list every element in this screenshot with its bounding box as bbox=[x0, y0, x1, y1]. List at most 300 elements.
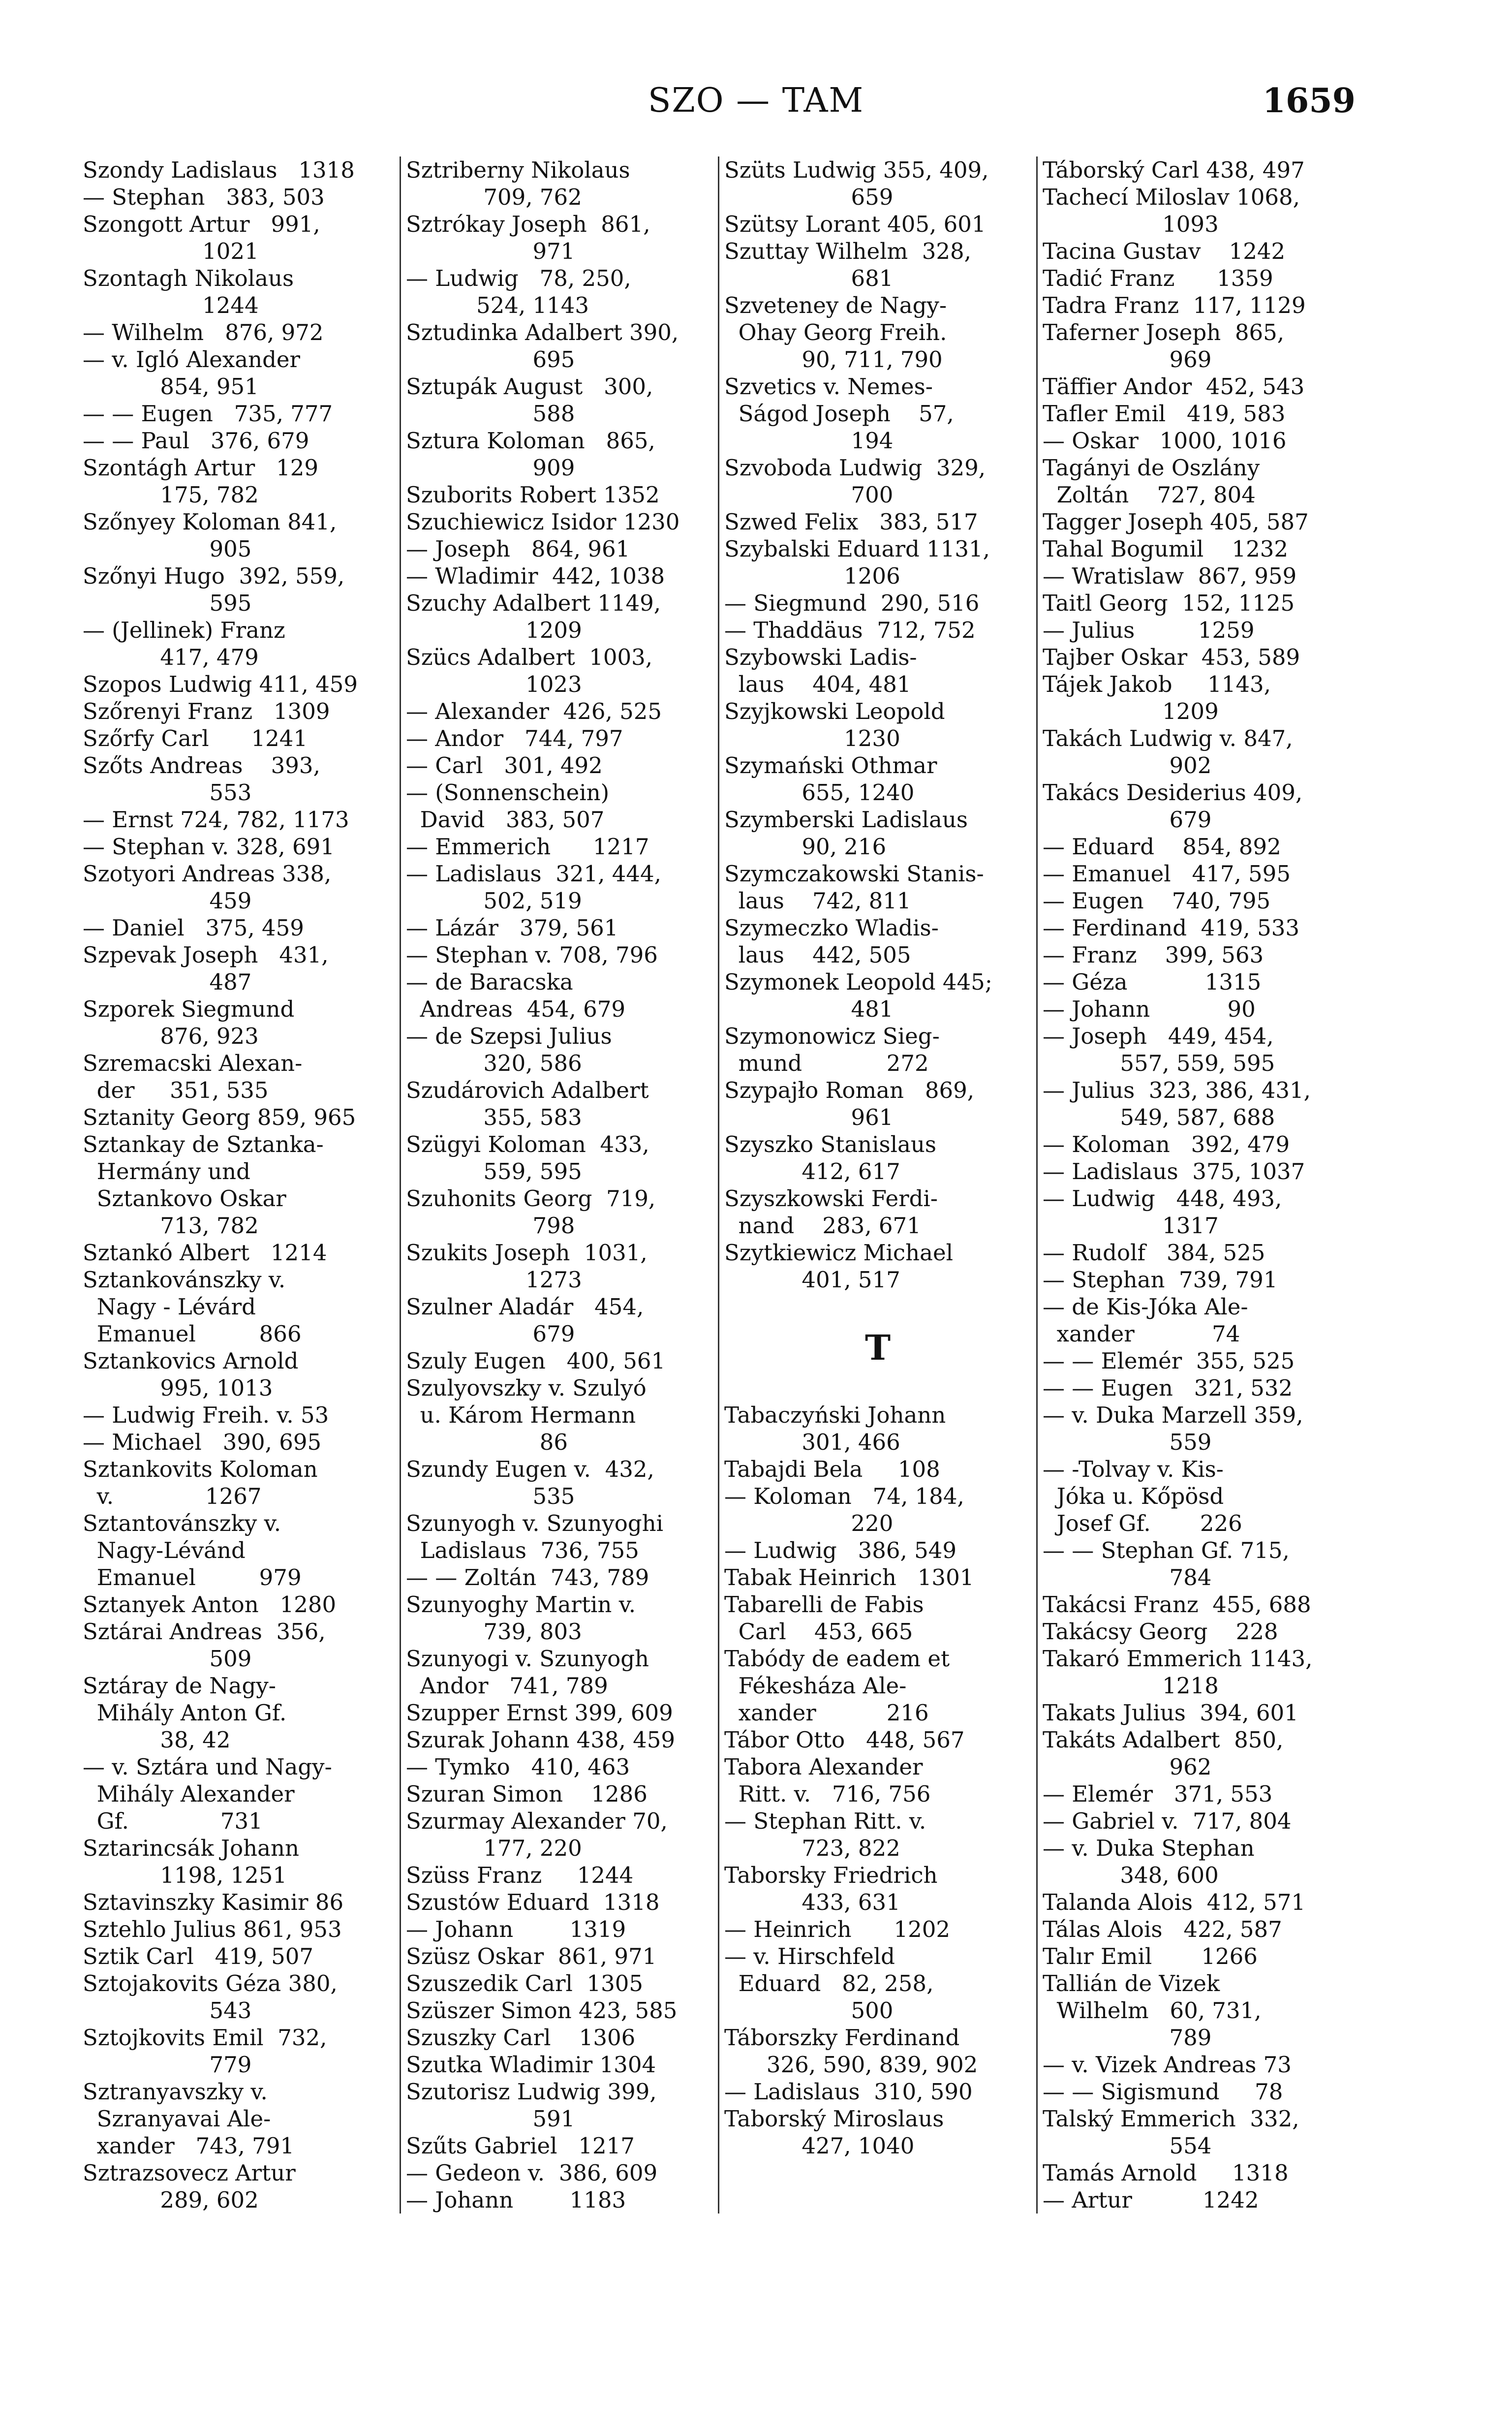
directory-entry-line: — Ferdinand 419, 533 bbox=[1043, 915, 1300, 941]
directory-entry-line: Szporek Siegmund bbox=[83, 996, 295, 1022]
directory-entry-line: Szunyoghy Martin v. bbox=[406, 1591, 636, 1618]
directory-entry-line: 549, 587, 688 bbox=[1043, 1104, 1275, 1130]
directory-entry-line: — Koloman 74, 184, bbox=[724, 1483, 964, 1509]
directory-entry-line: 90, 216 bbox=[724, 834, 887, 860]
directory-entry-line: 502, 519 bbox=[406, 888, 582, 914]
directory-entry-line: — Emanuel 417, 595 bbox=[1043, 861, 1291, 887]
directory-entry-line: Szőrfy Carl 1241 bbox=[83, 725, 308, 751]
directory-entry-line: Szymeczko Wladis- bbox=[724, 915, 939, 941]
directory-entry-line: 739, 803 bbox=[406, 1619, 582, 1645]
directory-entry-line: — — Elemér 355, 525 bbox=[1043, 1348, 1295, 1374]
directory-entry-line: Sztankovics Arnold bbox=[83, 1348, 299, 1374]
directory-entry-line: — Gedeon v. 386, 609 bbox=[406, 2160, 658, 2186]
directory-entry-line: Szücs Adalbert 1003, bbox=[406, 644, 653, 670]
section-letter: T bbox=[864, 1327, 891, 1368]
directory-entry-line: — Ludwig 448, 493, bbox=[1043, 1185, 1282, 1212]
directory-entry-line: 553 bbox=[83, 779, 252, 806]
directory-entry-line: — Koloman 392, 479 bbox=[1043, 1131, 1290, 1157]
directory-entry-line: — — Stephan Gf. 715, bbox=[1043, 1537, 1290, 1563]
directory-entry-line: — Johann 1183 bbox=[406, 2187, 626, 2213]
directory-entry-line: Josef Gf. 226 bbox=[1043, 1510, 1242, 1536]
directory-entry-line: Szveteney de Nagy- bbox=[724, 292, 947, 318]
directory-entry-line: Sztankovits Koloman bbox=[83, 1456, 318, 1482]
directory-entry-line: Szuchiewicz Isidor 1230 bbox=[406, 509, 680, 535]
directory-entry-line: Szutka Wladimir 1304 bbox=[406, 2052, 656, 2078]
directory-entry-line: Sztáray de Nagy- bbox=[83, 1673, 276, 1699]
directory-entry-line: Hermány und bbox=[83, 1158, 250, 1185]
directory-entry-line: Szvoboda Ludwig 329, bbox=[724, 455, 986, 481]
directory-entry-line: — v. Vizek Andreas 73 bbox=[1043, 2052, 1292, 2078]
directory-entry-line: 1093 bbox=[1043, 211, 1219, 237]
directory-entry-line: Taferner Joseph 865, bbox=[1043, 319, 1285, 345]
directory-entry-line: Szőts Andreas 393, bbox=[83, 752, 320, 779]
directory-entry-line: Sztojkovits Emil 732, bbox=[83, 2025, 327, 2051]
directory-entry-line: 798 bbox=[406, 1213, 575, 1239]
directory-entry-line: Ladislaus 736, 755 bbox=[406, 1537, 639, 1563]
directory-entry-line: Szvetics v. Nemes- bbox=[724, 374, 933, 400]
directory-entry-line: Mihály Alexander bbox=[83, 1781, 295, 1807]
directory-entry-line: Tabaczyński Johann bbox=[724, 1402, 946, 1428]
directory-entry-line: Szuszky Carl 1306 bbox=[406, 2025, 636, 2051]
directory-entry-line: Szongott Artur 991, bbox=[83, 211, 320, 237]
directory-entry-line: 700 bbox=[724, 482, 894, 508]
directory-entry-line: Szundy Eugen v. 432, bbox=[406, 1456, 654, 1482]
directory-entry-line: 713, 782 bbox=[83, 1213, 259, 1239]
directory-entry-line: — Julius 1259 bbox=[1043, 617, 1255, 643]
directory-entry-line: Sztriberny Nikolaus bbox=[406, 157, 630, 183]
directory-entry-line: Szybalski Eduard 1131, bbox=[724, 536, 990, 562]
directory-entry-line: Tájek Jakob 1143, bbox=[1043, 671, 1271, 697]
directory-entry-line: Tagger Joseph 405, 587 bbox=[1043, 509, 1309, 535]
directory-entry-line: — Stephan Ritt. v. bbox=[724, 1808, 926, 1834]
directory-entry-line: Szytkiewicz Michael bbox=[724, 1240, 953, 1266]
directory-entry-line: Sztanity Georg 859, 965 bbox=[83, 1104, 356, 1130]
directory-entry-line: 301, 466 bbox=[724, 1429, 900, 1455]
directory-entry-line: — v. Duka Marzell 359, bbox=[1043, 1402, 1303, 1428]
directory-entry-line: Szunyogh v. Szunyoghi bbox=[406, 1510, 663, 1536]
directory-entry-line: Szüts Ludwig 355, 409, bbox=[724, 157, 989, 183]
directory-entry-line: Szurak Johann 438, 459 bbox=[406, 1727, 676, 1753]
directory-entry-line: Taitl Georg 152, 1125 bbox=[1043, 590, 1295, 616]
directory-entry-line: 789 bbox=[1043, 2025, 1212, 2051]
directory-entry-line: 535 bbox=[406, 1483, 575, 1509]
directory-entry-line: Szypajło Roman 869, bbox=[724, 1077, 975, 1103]
directory-entry-line: 969 bbox=[1043, 346, 1212, 373]
directory-entry-line: Sztanyek Anton 1280 bbox=[83, 1591, 337, 1618]
directory-entry-line: Sztankó Albert 1214 bbox=[83, 1240, 327, 1266]
directory-entry-line: Takaró Emmerich 1143, bbox=[1043, 1646, 1313, 1672]
directory-entry-line: Tallián de Vizek bbox=[1043, 1970, 1220, 1996]
directory-entry-line: 971 bbox=[406, 238, 575, 264]
directory-entry-line: — Elemér 371, 553 bbox=[1043, 1781, 1273, 1807]
directory-entry-line: 961 bbox=[724, 1104, 894, 1130]
directory-entry-line: — Lázár 379, 561 bbox=[406, 915, 618, 941]
directory-entry-line: Sztárai Andreas 356, bbox=[83, 1619, 326, 1645]
directory-entry-line: 876, 923 bbox=[83, 1023, 259, 1049]
directory-entry-line: laus 442, 505 bbox=[724, 942, 911, 968]
directory-entry-line: Szűts Gabriel 1217 bbox=[406, 2133, 635, 2159]
directory-entry-line: 86 bbox=[406, 1429, 568, 1455]
directory-entry-line: 784 bbox=[1043, 1564, 1212, 1590]
directory-entry-line: Szüszer Simon 423, 585 bbox=[406, 1997, 678, 2024]
directory-entry-line: laus 404, 481 bbox=[724, 671, 911, 697]
directory-entry-line: Szuszedik Carl 1305 bbox=[406, 1970, 644, 1996]
directory-entry-line: 1023 bbox=[406, 671, 582, 697]
directory-entry-line: — Julius 323, 386, 431, bbox=[1043, 1077, 1311, 1103]
directory-entry-line: Mihály Anton Gf. bbox=[83, 1700, 287, 1726]
directory-entry-line: Takáts Adalbert 850, bbox=[1043, 1727, 1284, 1753]
directory-entry-line: Szulner Aladár 454, bbox=[406, 1294, 644, 1320]
directory-entry-line: Talanda Alois 412, 571 bbox=[1043, 1889, 1305, 1915]
directory-entry-line: Szontagh Nikolaus bbox=[83, 265, 294, 291]
directory-entry-line: Szukits Joseph 1031, bbox=[406, 1240, 648, 1266]
directory-entry-line: — Daniel 375, 459 bbox=[83, 915, 304, 941]
directory-entry-line: Fékesháza Ale- bbox=[724, 1673, 907, 1699]
directory-columns bbox=[83, 156, 1357, 2214]
directory-entry-line: — (Jellinek) Franz bbox=[83, 617, 285, 643]
directory-entry-line: 177, 220 bbox=[406, 1835, 582, 1861]
directory-entry-line: Szurmay Alexander 70, bbox=[406, 1808, 668, 1834]
directory-entry-line: Tabajdi Bela 108 bbox=[724, 1456, 940, 1482]
directory-entry-line: — Wladimir 442, 1038 bbox=[406, 563, 665, 589]
directory-entry-line: Sztrazsovecz Artur bbox=[83, 2160, 296, 2186]
directory-entry-line: — Thaddäus 712, 752 bbox=[724, 617, 976, 643]
column-1 bbox=[83, 156, 401, 2214]
directory-entry-line: — Géza 1315 bbox=[1043, 969, 1262, 995]
directory-entry-line: Taborský Miroslaus bbox=[724, 2106, 944, 2132]
directory-entry-line: 902 bbox=[1043, 752, 1212, 779]
directory-entry-line: Ságod Joseph 57, bbox=[724, 401, 954, 427]
directory-entry-line: Takats Julius 394, 601 bbox=[1043, 1700, 1298, 1726]
directory-entry-line: — Ladislaus 321, 444, bbox=[406, 861, 661, 887]
directory-entry-line: Szulyovszky v. Szulyó bbox=[406, 1375, 647, 1401]
directory-entry-line: Tagányi de Oszlány bbox=[1043, 455, 1260, 481]
directory-entry-line: Takács Desiderius 409, bbox=[1043, 779, 1303, 806]
directory-entry-line: Szremacski Alexan- bbox=[83, 1050, 303, 1076]
directory-entry-line: 1244 bbox=[83, 292, 259, 318]
directory-entry-line: Talský Emmerich 332, bbox=[1043, 2106, 1299, 2132]
directory-entry-line: Szügyi Koloman 433, bbox=[406, 1131, 649, 1157]
directory-entry-line: 320, 586 bbox=[406, 1050, 582, 1076]
directory-entry-line: Szunyogi v. Szunyogh bbox=[406, 1646, 649, 1672]
directory-entry-line: Sztrókay Joseph 861, bbox=[406, 211, 650, 237]
directory-entry-line: 1218 bbox=[1043, 1673, 1219, 1699]
directory-entry-line: 401, 517 bbox=[724, 1267, 900, 1293]
page-title: SZO — TAM bbox=[648, 81, 864, 120]
directory-entry-line: Szütsy Lorant 405, 601 bbox=[724, 211, 986, 237]
directory-entry-line: — Wilhelm 876, 972 bbox=[83, 319, 324, 345]
directory-entry-line: — Andor 744, 797 bbox=[406, 725, 623, 751]
directory-entry-line: Szutorisz Ludwig 399, bbox=[406, 2079, 657, 2105]
directory-entry-line: Sztura Koloman 865, bbox=[406, 428, 655, 454]
directory-entry-line: mund 272 bbox=[724, 1050, 929, 1076]
directory-entry-line: Eduard 82, 258, bbox=[724, 1970, 934, 1996]
directory-entry-line: Ohay Georg Freih. bbox=[724, 319, 947, 345]
directory-entry-line: — Stephan 739, 791 bbox=[1043, 1267, 1278, 1293]
directory-entry-line: 1230 bbox=[724, 725, 900, 751]
directory-entry-line: Täffier Andor 452, 543 bbox=[1043, 374, 1305, 400]
directory-entry-line: 355, 583 bbox=[406, 1104, 582, 1130]
directory-entry-line: xander 216 bbox=[724, 1700, 929, 1726]
directory-entry-line: Sztojakovits Géza 380, bbox=[83, 1970, 338, 1996]
directory-entry-line: 543 bbox=[83, 1997, 252, 2024]
directory-entry-line: — Stephan 383, 503 bbox=[83, 184, 325, 210]
directory-entry-line: nand 283, 671 bbox=[724, 1213, 921, 1239]
directory-entry-line: — Emmerich 1217 bbox=[406, 834, 649, 860]
directory-entry-line: 723, 822 bbox=[724, 1835, 900, 1861]
directory-entry-line: — Artur 1242 bbox=[1043, 2187, 1259, 2213]
directory-entry-line: 559 bbox=[1043, 1429, 1212, 1455]
directory-entry-line: Szuchy Adalbert 1149, bbox=[406, 590, 661, 616]
directory-entry-line: Táborský Carl 438, 497 bbox=[1043, 157, 1305, 183]
directory-entry-line: Szőnyi Hugo 392, 559, bbox=[83, 563, 345, 589]
directory-entry-line: Szustów Eduard 1318 bbox=[406, 1889, 660, 1915]
directory-entry-line: Takácsy Georg 228 bbox=[1043, 1619, 1278, 1645]
directory-entry-line: — Stephan v. 708, 796 bbox=[406, 942, 658, 968]
directory-entry-line: Talır Emil 1266 bbox=[1043, 1943, 1258, 1969]
directory-entry-line: 559, 595 bbox=[406, 1158, 582, 1185]
directory-entry-line: Szondy Ladislaus 1318 bbox=[83, 157, 355, 183]
directory-entry-line: — Ladislaus 375, 1037 bbox=[1043, 1158, 1305, 1185]
directory-entry-line: Sztehlo Julius 861, 953 bbox=[83, 1916, 342, 1942]
directory-entry-line: Szuttay Wilhelm 328, bbox=[724, 238, 971, 264]
directory-entry-line: Sztankay de Sztanka- bbox=[83, 1131, 324, 1157]
directory-entry-line: Wilhelm 60, 731, bbox=[1043, 1997, 1262, 2024]
directory-entry-line: 487 bbox=[83, 969, 252, 995]
directory-entry-line: — — Sigismund 78 bbox=[1043, 2079, 1283, 2105]
directory-entry-line: — (Sonnenschein) bbox=[406, 779, 610, 806]
directory-entry-line: — v. Sztára und Nagy- bbox=[83, 1754, 332, 1780]
directory-entry-line: Tabódy de eadem et bbox=[724, 1646, 950, 1672]
directory-entry-line: Sztavinszky Kasimir 86 bbox=[83, 1889, 344, 1915]
directory-entry-line: xander 743, 791 bbox=[83, 2133, 295, 2159]
directory-entry-line: Andreas 454, 679 bbox=[406, 996, 625, 1022]
directory-entry-line: 524, 1143 bbox=[406, 292, 589, 318]
directory-entry-line: Szranyavai Ale- bbox=[83, 2106, 271, 2132]
directory-entry-line: — — Eugen 321, 532 bbox=[1043, 1375, 1293, 1401]
directory-entry-line: Sztankovo Oskar bbox=[83, 1185, 286, 1212]
directory-entry-line: Emanuel 979 bbox=[83, 1564, 302, 1590]
directory-entry-line: — Stephan v. 328, 691 bbox=[83, 834, 335, 860]
directory-entry-line: 659 bbox=[724, 184, 894, 210]
directory-entry-line: David 383, 507 bbox=[406, 807, 605, 833]
directory-entry-line: — Eduard 854, 892 bbox=[1043, 834, 1281, 860]
directory-entry-line: 459 bbox=[83, 888, 252, 914]
directory-entry-line: — Siegmund 290, 516 bbox=[724, 590, 980, 616]
directory-entry-line: 433, 631 bbox=[724, 1889, 900, 1915]
directory-entry-line: laus 742, 811 bbox=[724, 888, 911, 914]
directory-entry-line: 326, 590, 839, 902 bbox=[724, 2052, 978, 2078]
directory-entry-line: Nagy - Lévárd bbox=[83, 1294, 256, 1320]
directory-entry-line: Szupper Ernst 399, 609 bbox=[406, 1700, 673, 1726]
directory-entry-line: Sztupák August 300, bbox=[406, 374, 653, 400]
directory-entry-line: — — Zoltán 743, 789 bbox=[406, 1564, 649, 1590]
directory-entry-line: — Heinrich 1202 bbox=[724, 1916, 950, 1942]
directory-entry-line: 38, 42 bbox=[83, 1727, 231, 1753]
column-4 bbox=[1038, 156, 1356, 2214]
directory-entry-line: Szüss Franz 1244 bbox=[406, 1862, 634, 1888]
directory-entry-line: — v. Hirschfeld bbox=[724, 1943, 895, 1969]
directory-entry-line: Zoltán 727, 804 bbox=[1043, 482, 1256, 508]
column-3 bbox=[719, 156, 1038, 2214]
directory-entry-line: 588 bbox=[406, 401, 575, 427]
directory-entry-line: — Ladislaus 310, 590 bbox=[724, 2079, 973, 2105]
directory-entry-line: 194 bbox=[724, 428, 894, 454]
directory-entry-line: xander 74 bbox=[1043, 1321, 1240, 1347]
directory-entry-line: 681 bbox=[724, 265, 894, 291]
directory-entry-line: 591 bbox=[406, 2106, 575, 2132]
directory-entry-line: — Tymko 410, 463 bbox=[406, 1754, 630, 1780]
directory-entry-line: — — Eugen 735, 777 bbox=[83, 401, 333, 427]
directory-entry-line: Szymańskі Othmar bbox=[724, 752, 937, 779]
directory-entry-line: v. 1267 bbox=[83, 1483, 262, 1509]
directory-entry-line: Szybowski Ladis- bbox=[724, 644, 917, 670]
directory-entry-line: Tajber Oskar 453, 589 bbox=[1043, 644, 1300, 670]
directory-entry-line: u. Károm Hermann bbox=[406, 1402, 636, 1428]
directory-entry-line: 709, 762 bbox=[406, 184, 582, 210]
directory-entry-line: Tábor Otto 448, 567 bbox=[724, 1727, 965, 1753]
directory-entry-line: Szymczakowski Stanis- bbox=[724, 861, 984, 887]
directory-entry-line: Tamás Arnold 1318 bbox=[1043, 2160, 1289, 2186]
directory-entry-line: Szontágh Artur 129 bbox=[83, 455, 319, 481]
directory-entry-line: — Alexander 426, 525 bbox=[406, 698, 662, 724]
directory-entry-line: — Joseph 864, 961 bbox=[406, 536, 630, 562]
directory-entry-line: — Rudolf 384, 525 bbox=[1043, 1240, 1265, 1266]
directory-entry-line: 289, 602 bbox=[83, 2187, 259, 2213]
directory-entry-line: — Joseph 449, 454, bbox=[1043, 1023, 1274, 1049]
directory-entry-line: 509 bbox=[83, 1646, 252, 1672]
directory-entry-line: 995, 1013 bbox=[83, 1375, 273, 1401]
directory-entry-line: 905 bbox=[83, 536, 252, 562]
directory-entry-line: Sztik Carl 419, 507 bbox=[83, 1943, 314, 1969]
directory-entry-line: Carl 453, 665 bbox=[724, 1619, 913, 1645]
directory-entry-line: Sztranyavszky v. bbox=[83, 2079, 268, 2105]
directory-entry-line: 909 bbox=[406, 455, 575, 481]
directory-entry-line: Tabarelli de Fabis bbox=[724, 1591, 924, 1618]
directory-entry-line: — de Kis-Jóka Ale- bbox=[1043, 1294, 1248, 1320]
directory-entry-line: Szotyori Andreas 338, bbox=[83, 861, 332, 887]
directory-entry-line: 695 bbox=[406, 346, 575, 373]
directory-entry-line: 679 bbox=[1043, 807, 1212, 833]
directory-entry-line: Szuhonits Georg 719, bbox=[406, 1185, 656, 1212]
directory-entry-line: Szuly Eugen 400, 561 bbox=[406, 1348, 666, 1374]
directory-entry-line: 175, 782 bbox=[83, 482, 259, 508]
directory-entry-line: — Ludwig 386, 549 bbox=[724, 1537, 957, 1563]
column-3-entries-sz bbox=[724, 156, 1031, 1293]
directory-entry-line: 427, 1040 bbox=[724, 2133, 915, 2159]
directory-entry-line: 1209 bbox=[1043, 698, 1219, 724]
directory-entry-line: Takách Ludwig v. 847, bbox=[1043, 725, 1293, 751]
directory-entry-line: — Johann 1319 bbox=[406, 1916, 626, 1942]
directory-entry-line: 481 bbox=[724, 996, 894, 1022]
directory-entry-line: 1198, 1251 bbox=[83, 1862, 287, 1888]
directory-entry-line: 962 bbox=[1043, 1754, 1212, 1780]
directory-entry-line: Sztankovánszky v. bbox=[83, 1267, 286, 1293]
directory-entry-line: Szpevak Joseph 431, bbox=[83, 942, 329, 968]
directory-entry-line: — Johann 90 bbox=[1043, 996, 1256, 1022]
directory-entry-line: Táborszky Ferdinand bbox=[724, 2025, 960, 2051]
directory-entry-line: Sztudinka Adalbert 390, bbox=[406, 319, 679, 345]
directory-entry-line: 1273 bbox=[406, 1267, 582, 1293]
directory-entry-line: 595 bbox=[83, 590, 252, 616]
directory-entry-line: Tacina Gustav 1242 bbox=[1043, 238, 1286, 264]
directory-entry-line: 417, 479 bbox=[83, 644, 259, 670]
directory-entry-line: Sztarincsák Johann bbox=[83, 1835, 299, 1861]
directory-entry-line: 1209 bbox=[406, 617, 582, 643]
directory-entry-line: Szyszkowski Ferdi- bbox=[724, 1185, 938, 1212]
directory-entry-line: Szuborits Robert 1352 bbox=[406, 482, 660, 508]
directory-entry-line: Szwed Felix 383, 517 bbox=[724, 509, 978, 535]
directory-entry-line: 412, 617 bbox=[724, 1158, 900, 1185]
directory-entry-line: — Michael 390, 695 bbox=[83, 1429, 322, 1455]
directory-entry-line: der 351, 535 bbox=[83, 1077, 269, 1103]
directory-entry-line: Szymberski Ladislaus bbox=[724, 807, 968, 833]
directory-entry-line: — -Tolvay v. Kis- bbox=[1043, 1456, 1224, 1482]
directory-entry-line: 655, 1240 bbox=[724, 779, 915, 806]
directory-entry-line: — Wratislaw 867, 959 bbox=[1043, 563, 1297, 589]
directory-entry-line: Szudárovich Adalbert bbox=[406, 1077, 649, 1103]
directory-entry-line: — v. Igló Alexander bbox=[83, 346, 301, 373]
directory-entry-line: 220 bbox=[724, 1510, 894, 1536]
directory-entry-line: Taborsky Friedrich bbox=[724, 1862, 938, 1888]
directory-entry-line: — de Szepsi Julius bbox=[406, 1023, 612, 1049]
directory-entry-line: 1317 bbox=[1043, 1213, 1219, 1239]
directory-entry-line: Gf. 731 bbox=[83, 1808, 263, 1834]
directory-entry-line: Szyszko Stanislaus bbox=[724, 1131, 936, 1157]
directory-entry-line: Tadra Franz 117, 1129 bbox=[1043, 292, 1306, 318]
directory-entry-line: 1206 bbox=[724, 563, 900, 589]
directory-entry-line: Takácsi Franz 455, 688 bbox=[1043, 1591, 1311, 1618]
directory-entry-line: — — Paul 376, 679 bbox=[83, 428, 309, 454]
directory-entry-line: Tabora Alexander bbox=[724, 1754, 923, 1780]
directory-entry-line: Szuran Simon 1286 bbox=[406, 1781, 648, 1807]
directory-entry-line: Tadić Franz 1359 bbox=[1043, 265, 1273, 291]
directory-entry-line: Jóka u. Kőpösd bbox=[1043, 1483, 1224, 1509]
directory-entry-line: 1021 bbox=[83, 238, 259, 264]
directory-entry-line: Tahal Bogumil 1232 bbox=[1043, 536, 1288, 562]
directory-entry-line: Andor 741, 789 bbox=[406, 1673, 608, 1699]
directory-entry-line: Ritt. v. 716, 756 bbox=[724, 1781, 931, 1807]
directory-entry-line: — Ludwig 78, 250, bbox=[406, 265, 631, 291]
column-2 bbox=[401, 156, 719, 2214]
directory-entry-line: — Ludwig Freih. v. 53 bbox=[83, 1402, 329, 1428]
directory-entry-line: Szyjkowski Leopold bbox=[724, 698, 945, 724]
directory-entry-line: 679 bbox=[406, 1321, 575, 1347]
directory-entry-line: 779 bbox=[83, 2052, 252, 2078]
directory-entry-line: — de Baracska bbox=[406, 969, 573, 995]
directory-entry-line: Sztantovánszky v. bbox=[83, 1510, 281, 1536]
directory-entry-line: Szopos Ludwig 411, 459 bbox=[83, 671, 358, 697]
directory-entry-line: Szőrenyi Franz 1309 bbox=[83, 698, 330, 724]
directory-entry-line: — Oskar 1000, 1016 bbox=[1043, 428, 1287, 454]
directory-entry-line: — Gabriel v. 717, 804 bbox=[1043, 1808, 1292, 1834]
directory-entry-line: Tabak Heinrich 1301 bbox=[724, 1564, 974, 1590]
directory-entry-line: Tálas Alois 422, 587 bbox=[1043, 1916, 1282, 1942]
directory-entry-line: 557, 559, 595 bbox=[1043, 1050, 1275, 1076]
directory-entry-line: 854, 951 bbox=[83, 374, 259, 400]
directory-entry-line: Szymonek Leopold 445; bbox=[724, 969, 992, 995]
directory-entry-line: 90, 711, 790 bbox=[724, 346, 943, 373]
page-header bbox=[0, 81, 1512, 125]
directory-entry-line: Szőnyey Koloman 841, bbox=[83, 509, 337, 535]
directory-entry-line: Szüsz Oskar 861, 971 bbox=[406, 1943, 657, 1969]
directory-entry-line: 500 bbox=[724, 1997, 894, 2024]
directory-entry-line: — Franz 399, 563 bbox=[1043, 942, 1264, 968]
directory-entry-line: — Eugen 740, 795 bbox=[1043, 888, 1271, 914]
page-number: 1659 bbox=[1262, 81, 1356, 121]
directory-entry-line: Tachecí Miloslav 1068, bbox=[1043, 184, 1300, 210]
directory-entry-line: Szymonowicz Sieg- bbox=[724, 1023, 940, 1049]
